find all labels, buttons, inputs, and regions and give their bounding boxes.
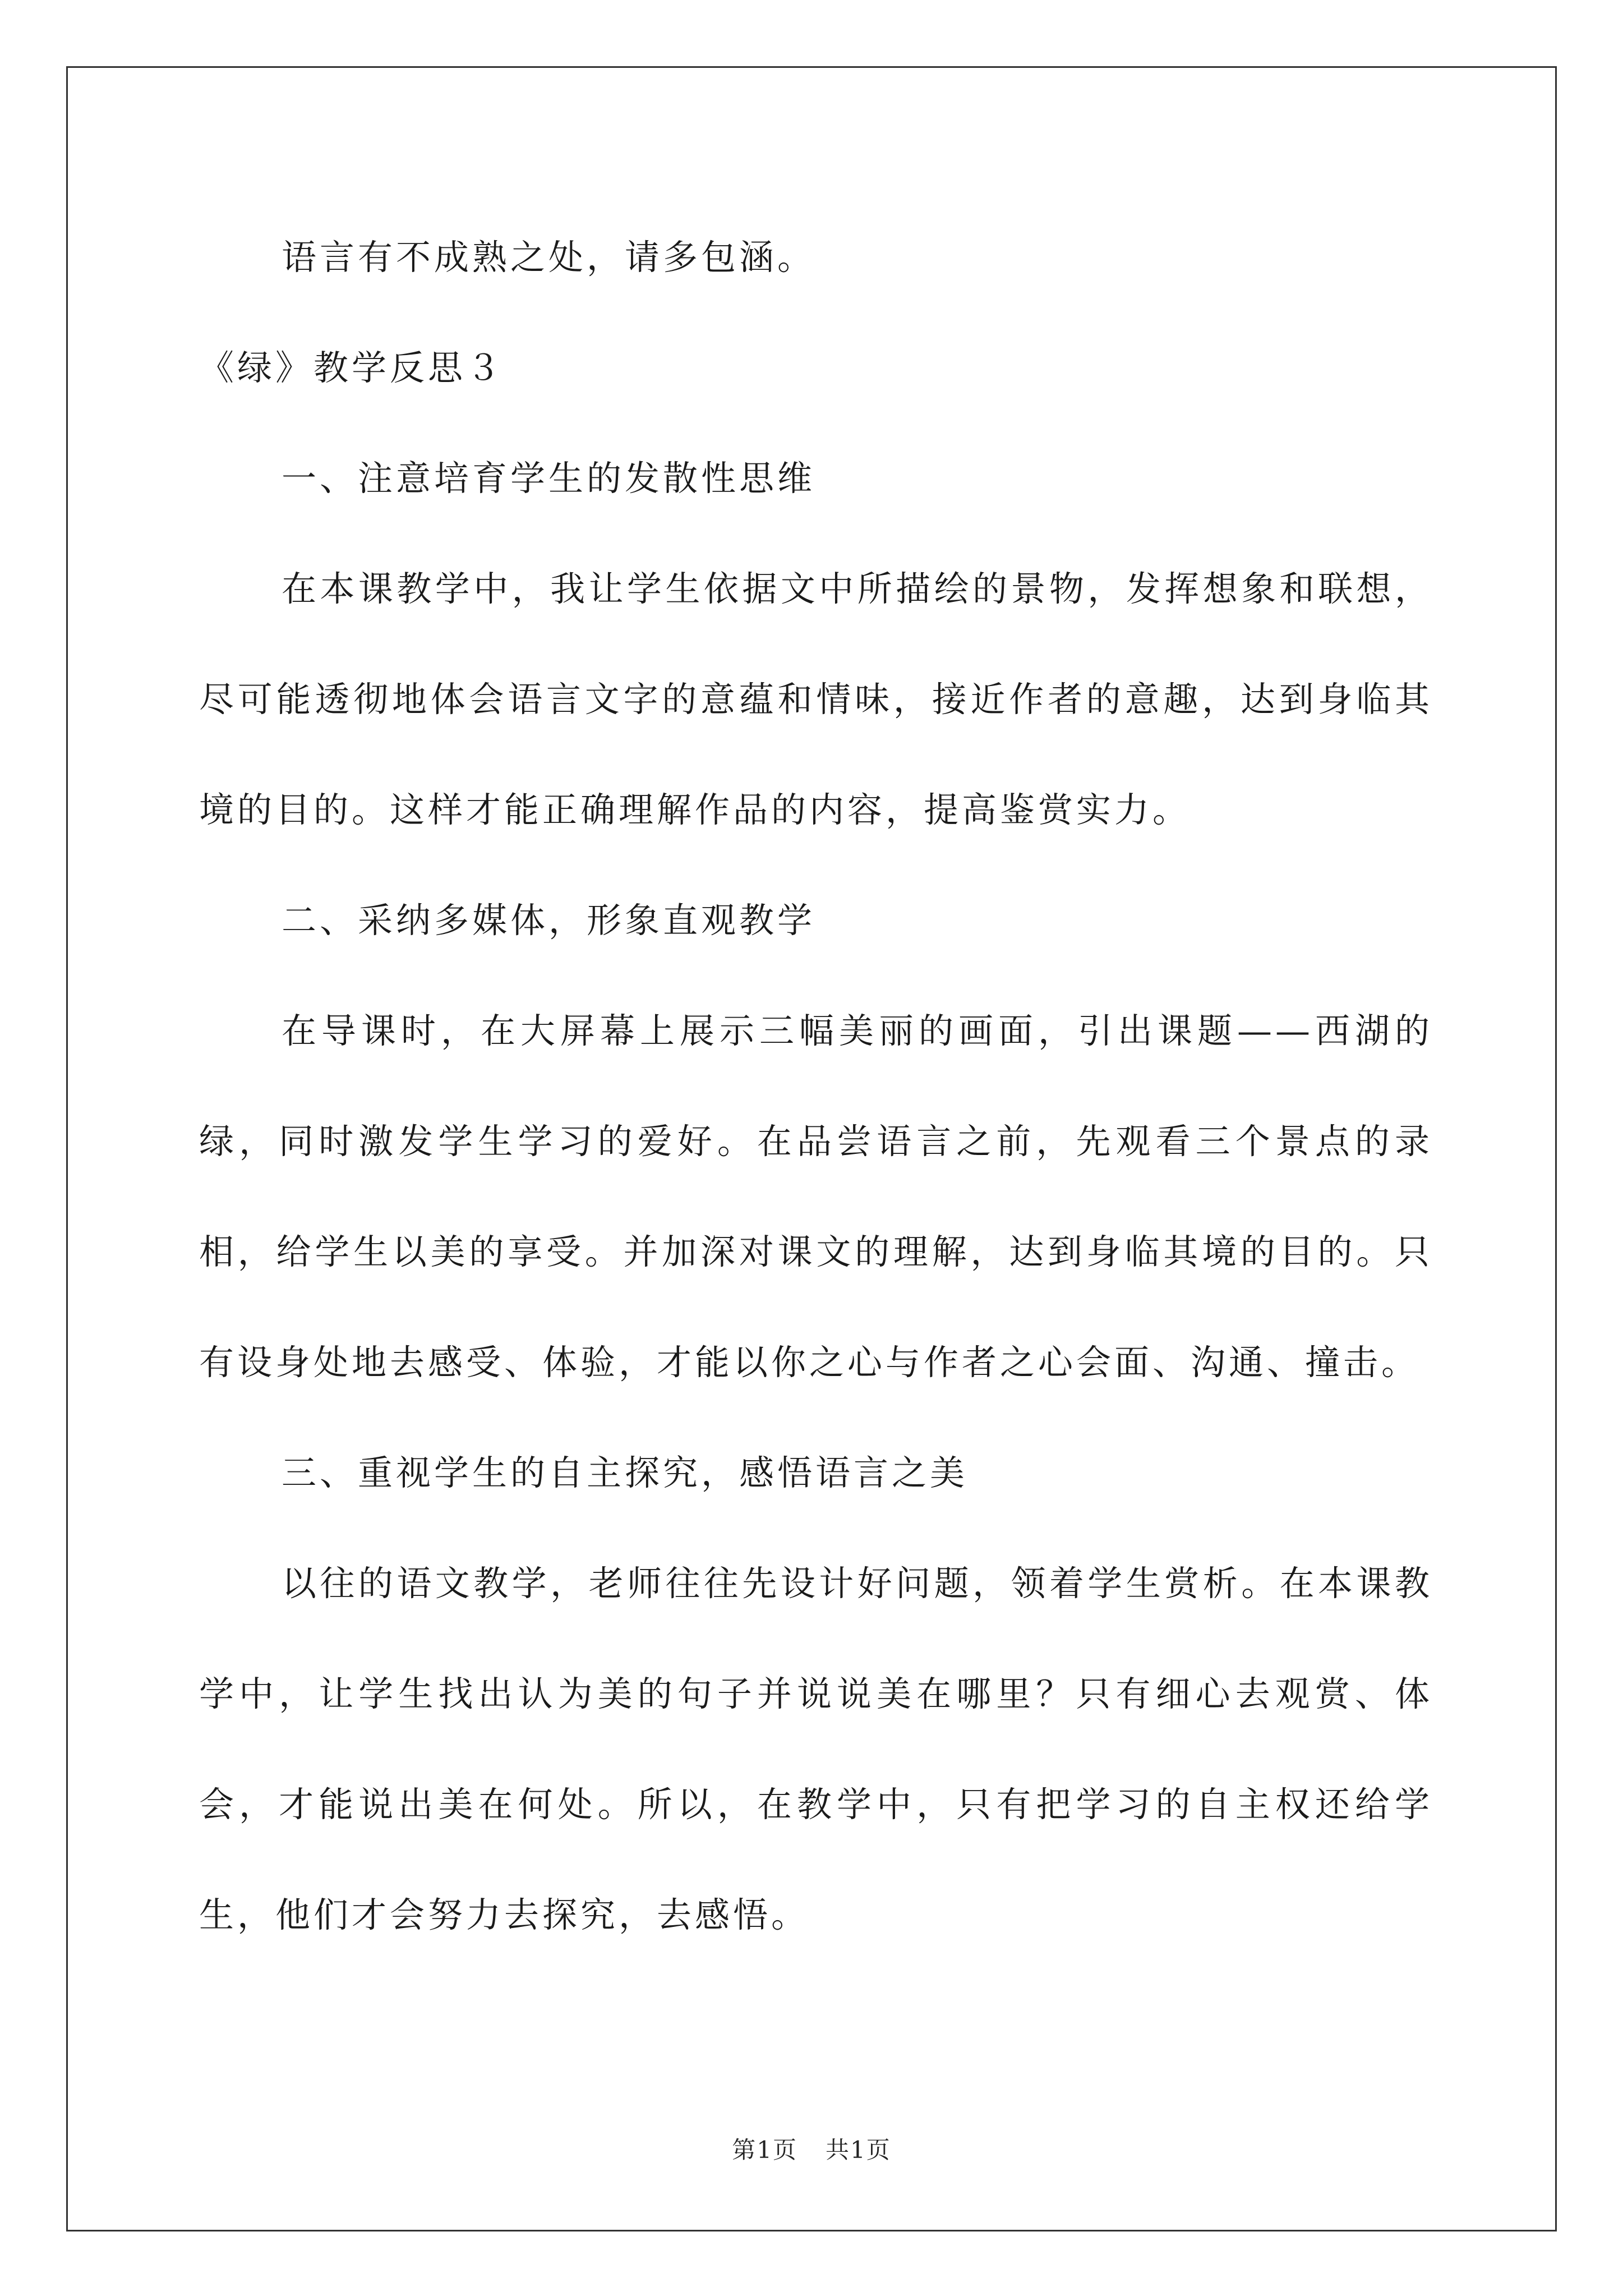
document-body: [199, 202, 1433, 1970]
page-number-total: 共1页: [826, 2136, 891, 2164]
paragraph-point-one: 在本课教学中，我让学生依据文中所描绘的景物，发挥想象和联想，尽可能透彻地体会语言文字的意蕴和情味，接近作者的意趣，达到身临其境的目的。这样才能正确理解作品的内容，提高鉴赏实力。: [199, 568, 1433, 830]
section-title: 《绿》教学反思３: [199, 347, 505, 388]
paragraph-point-two: 在导课时，在大屏幕上展示三幅美丽的画面，引出课题——西湖的绿，同时激发学生学习的爱好。在品尝语言之前，先观看三个景点的录相，给学生以美的享受。并加深对课文的理解，达到身临其境的目的。只有设身处地去感受、体验，才能以你之心与作者之心会面、沟通、撞击。: [199, 1010, 1433, 1383]
paragraph-closing-note: 语言有不成熟之处，请多包涵。: [282, 237, 816, 278]
page-footer: [0, 2132, 1623, 2165]
heading-point-one: 一、注意培育学生的发散性思维: [282, 458, 816, 499]
heading-point-three: 三、重视学生的自主探究，感悟语言之美: [282, 1452, 969, 1493]
page-number-current: 第1页: [732, 2136, 797, 2164]
paragraph-point-three: 以往的语文教学，老师往往先设计好问题，领着学生赏析。在本课教学中，让学生找出认为美的句子并说说美在哪里？只有细心去观赏、体会，才能说出美在何处。所以，在教学中，只有把学习的自主权还给学生，他们才会努力去探究，去感悟。: [199, 1563, 1433, 1935]
heading-point-two: 二、采纳多媒体，形象直观教学: [282, 900, 816, 941]
